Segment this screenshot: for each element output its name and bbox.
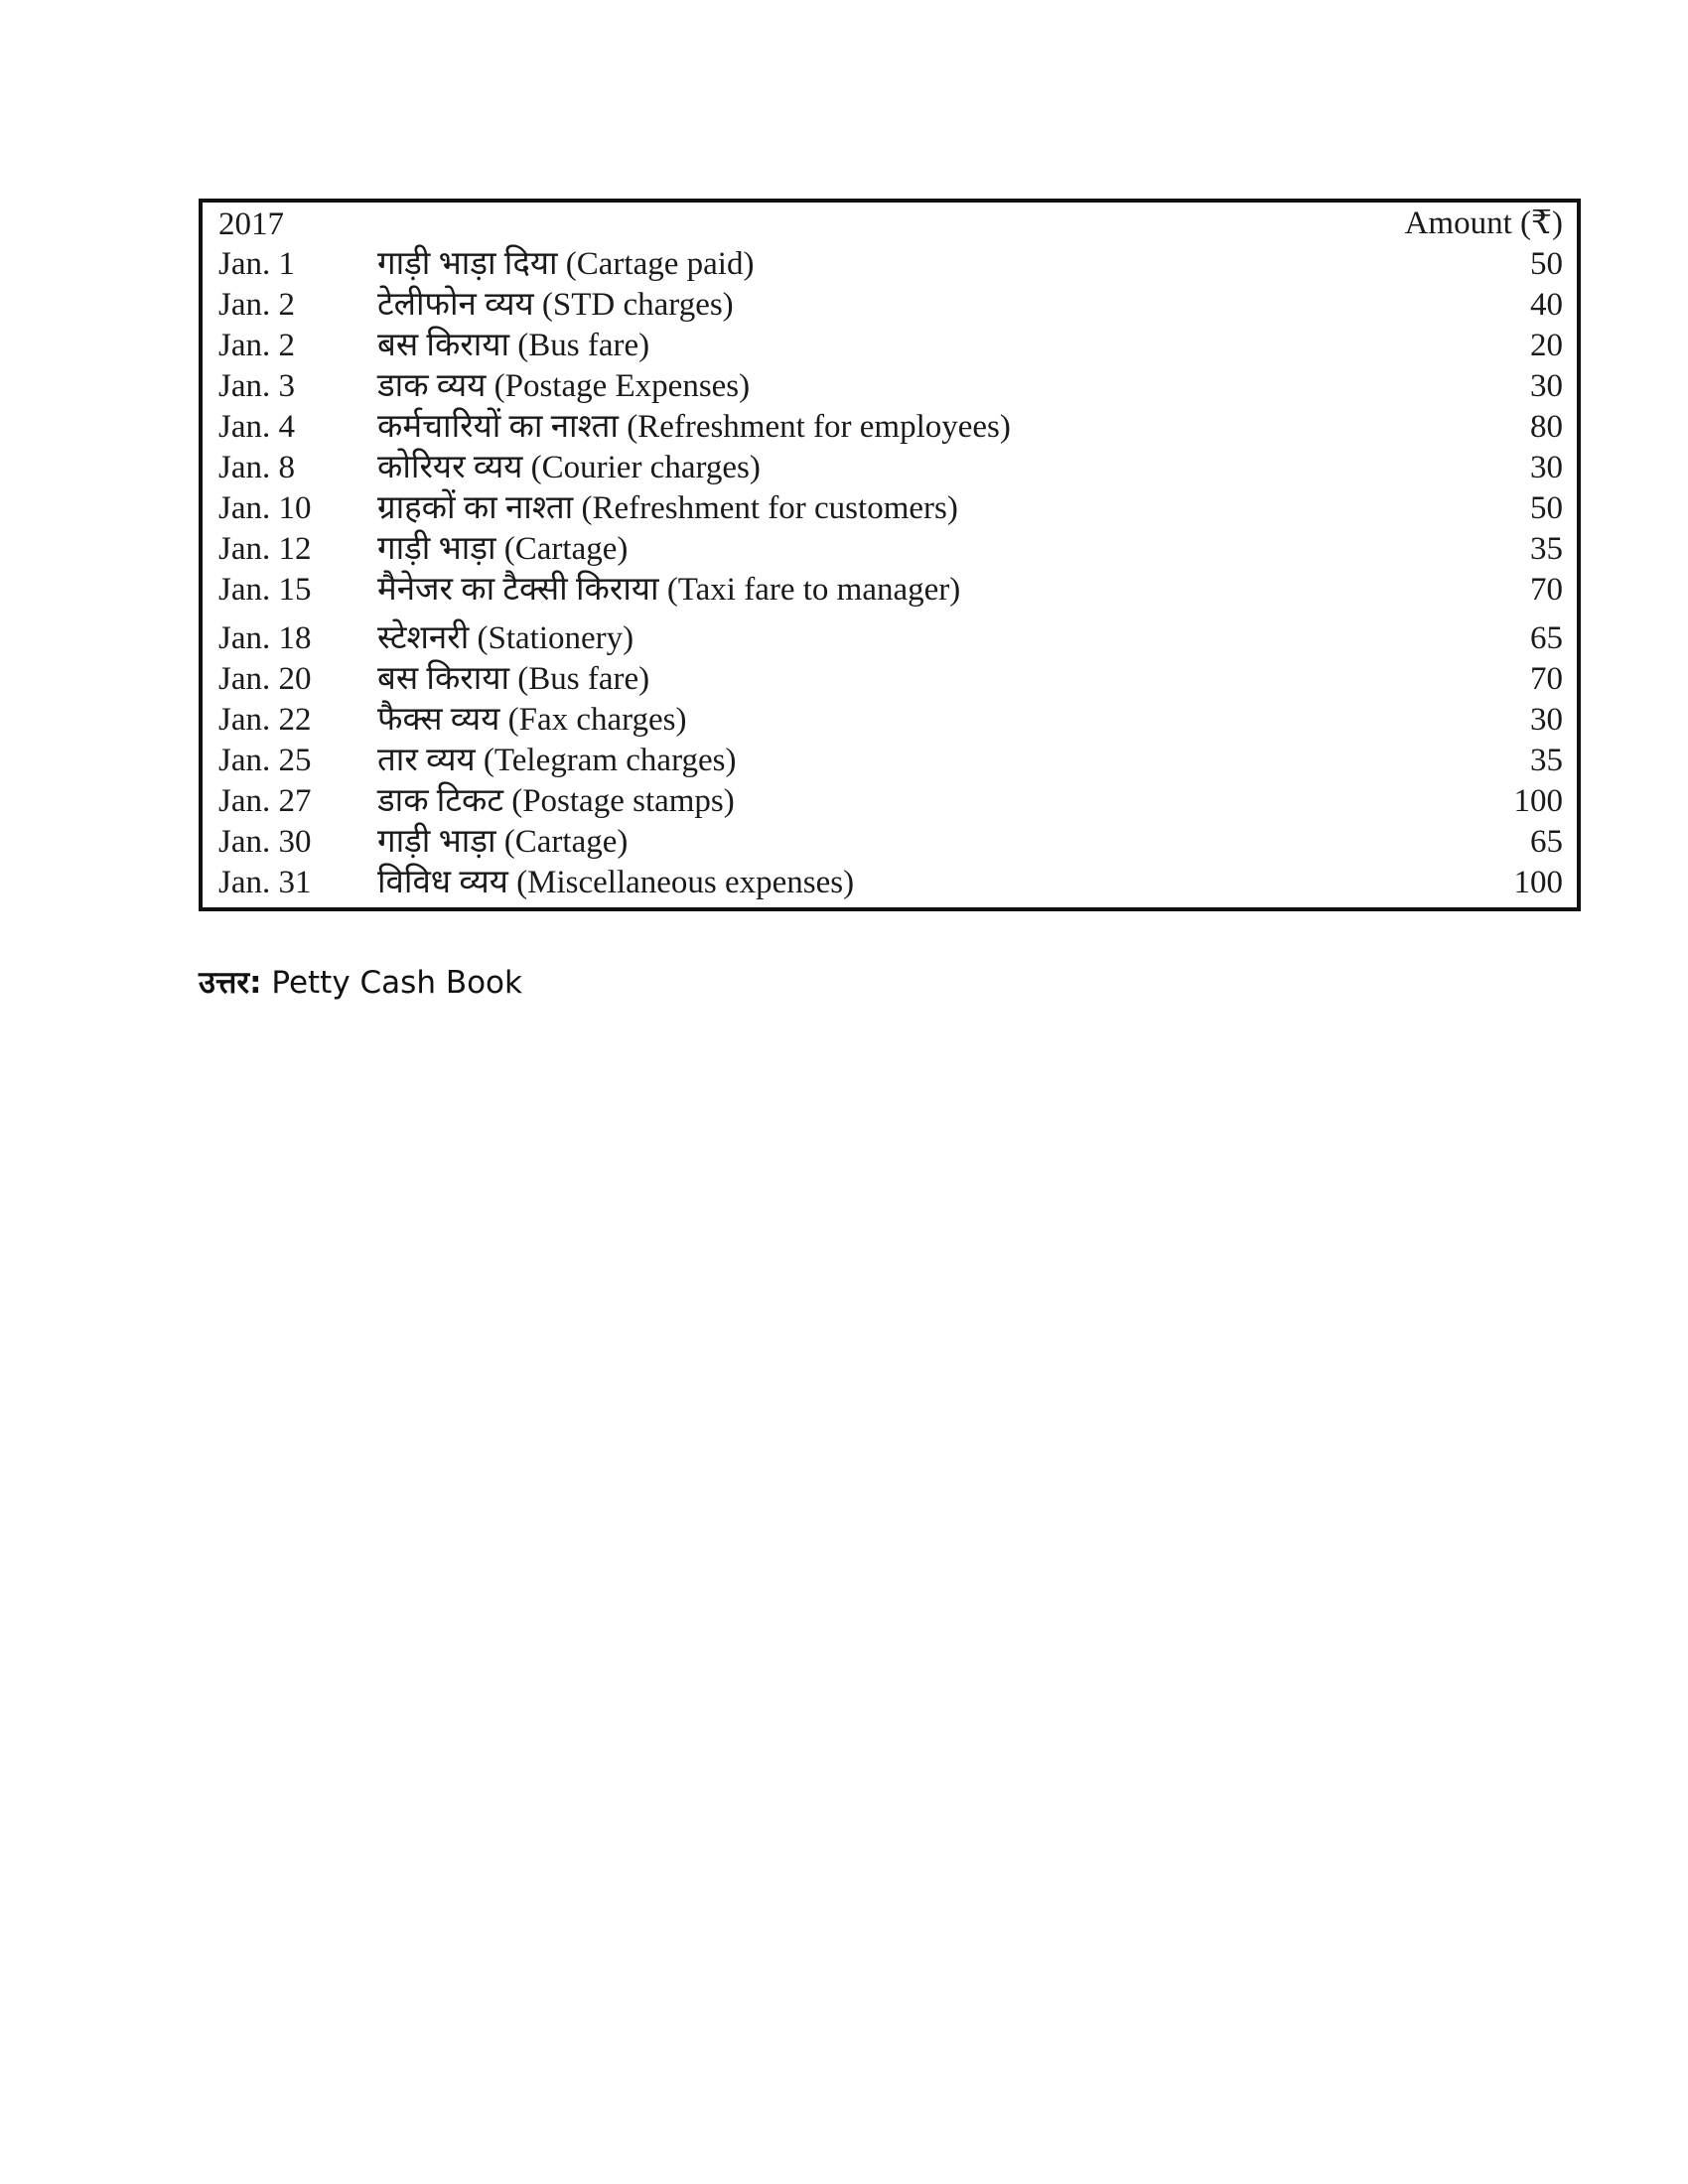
table-row bbox=[203, 244, 1577, 285]
entry-description: स्टेशनरी (Stationery) bbox=[377, 620, 634, 656]
entry-description: फैक्स व्यय (Fax charges) bbox=[377, 702, 687, 738]
entry-date: Jan. 25 bbox=[218, 743, 312, 778]
entry-description: डाक टिकट (Postage stamps) bbox=[377, 783, 735, 819]
entry-date: Jan. 27 bbox=[218, 783, 312, 819]
entry-description: मैनेजर का टैक्सी किराया (Taxi fare to manager) bbox=[377, 572, 961, 608]
entry-date: Jan. 1 bbox=[218, 246, 295, 282]
entry-amount: 30 bbox=[1530, 450, 1563, 485]
table-row bbox=[203, 366, 1577, 407]
entry-date: Jan. 18 bbox=[218, 620, 312, 656]
entry-date: Jan. 2 bbox=[218, 328, 295, 363]
entry-date: Jan. 3 bbox=[218, 368, 295, 404]
entry-amount: 40 bbox=[1530, 287, 1563, 323]
entry-amount: 30 bbox=[1530, 368, 1563, 404]
entry-amount: 35 bbox=[1530, 743, 1563, 778]
entry-date: Jan. 4 bbox=[218, 409, 295, 445]
entry-date: Jan. 22 bbox=[218, 702, 312, 738]
table-row bbox=[203, 700, 1577, 741]
entry-description: बस किराया (Bus fare) bbox=[377, 661, 650, 697]
entry-date: Jan. 15 bbox=[218, 572, 312, 608]
table-row bbox=[203, 570, 1577, 611]
answer-label: उत्तर: bbox=[199, 965, 262, 1001]
entry-description: गाड़ी भाड़ा (Cartage) bbox=[377, 824, 629, 860]
entry-date: Jan. 12 bbox=[218, 531, 312, 567]
entry-amount: 70 bbox=[1530, 572, 1563, 608]
entry-description: गाड़ी भाड़ा (Cartage) bbox=[377, 531, 629, 567]
entry-amount: 30 bbox=[1530, 702, 1563, 738]
entry-amount: 65 bbox=[1530, 824, 1563, 860]
table-row bbox=[203, 741, 1577, 781]
entry-description: विविध व्यय (Miscellaneous expenses) bbox=[377, 865, 855, 900]
answer-text: Petty Cash Book bbox=[271, 965, 522, 1001]
entry-date: Jan. 31 bbox=[218, 865, 312, 900]
entry-date: Jan. 8 bbox=[218, 450, 295, 485]
table-row bbox=[203, 529, 1577, 570]
answer-line bbox=[199, 961, 522, 1003]
petty-cash-table bbox=[199, 199, 1581, 911]
entry-amount: 80 bbox=[1530, 409, 1563, 445]
entry-amount: 70 bbox=[1530, 661, 1563, 697]
year-header: 2017 bbox=[218, 206, 284, 242]
entry-description: गाड़ी भाड़ा दिया (Cartage paid) bbox=[377, 246, 755, 282]
table-row bbox=[203, 863, 1577, 903]
table-row bbox=[203, 407, 1577, 448]
entry-description: ग्राहकों का नाश्ता (Refreshment for customers) bbox=[377, 490, 958, 526]
entry-description: कोरियर व्यय (Courier charges) bbox=[377, 450, 761, 485]
amount-column-header: Amount (₹) bbox=[1404, 205, 1563, 241]
entry-amount: 50 bbox=[1530, 490, 1563, 526]
table-row bbox=[203, 781, 1577, 822]
entry-amount: 35 bbox=[1530, 531, 1563, 567]
table-row bbox=[203, 822, 1577, 863]
table-row bbox=[203, 285, 1577, 326]
table-row bbox=[203, 488, 1577, 529]
entry-amount: 100 bbox=[1513, 783, 1563, 819]
entry-amount: 65 bbox=[1530, 620, 1563, 656]
table-row bbox=[203, 618, 1577, 659]
entry-amount: 20 bbox=[1530, 328, 1563, 363]
entry-date: Jan. 30 bbox=[218, 824, 312, 860]
entry-description: कर्मचारियों का नाश्ता (Refreshment for employees) bbox=[377, 409, 1011, 445]
entry-date: Jan. 20 bbox=[218, 661, 312, 697]
entry-description: बस किराया (Bus fare) bbox=[377, 328, 650, 363]
entry-date: Jan. 10 bbox=[218, 490, 312, 526]
entry-amount: 50 bbox=[1530, 246, 1563, 282]
entry-amount: 100 bbox=[1513, 865, 1563, 900]
entry-description: टेलीफोन व्यय (STD charges) bbox=[377, 287, 734, 323]
table-row bbox=[203, 659, 1577, 700]
entry-description: तार व्यय (Telegram charges) bbox=[377, 743, 737, 778]
table-row bbox=[203, 448, 1577, 488]
entry-description: डाक व्यय (Postage Expenses) bbox=[377, 368, 751, 404]
entry-date: Jan. 2 bbox=[218, 287, 295, 323]
entry-list bbox=[203, 244, 1577, 903]
table-row bbox=[203, 326, 1577, 366]
